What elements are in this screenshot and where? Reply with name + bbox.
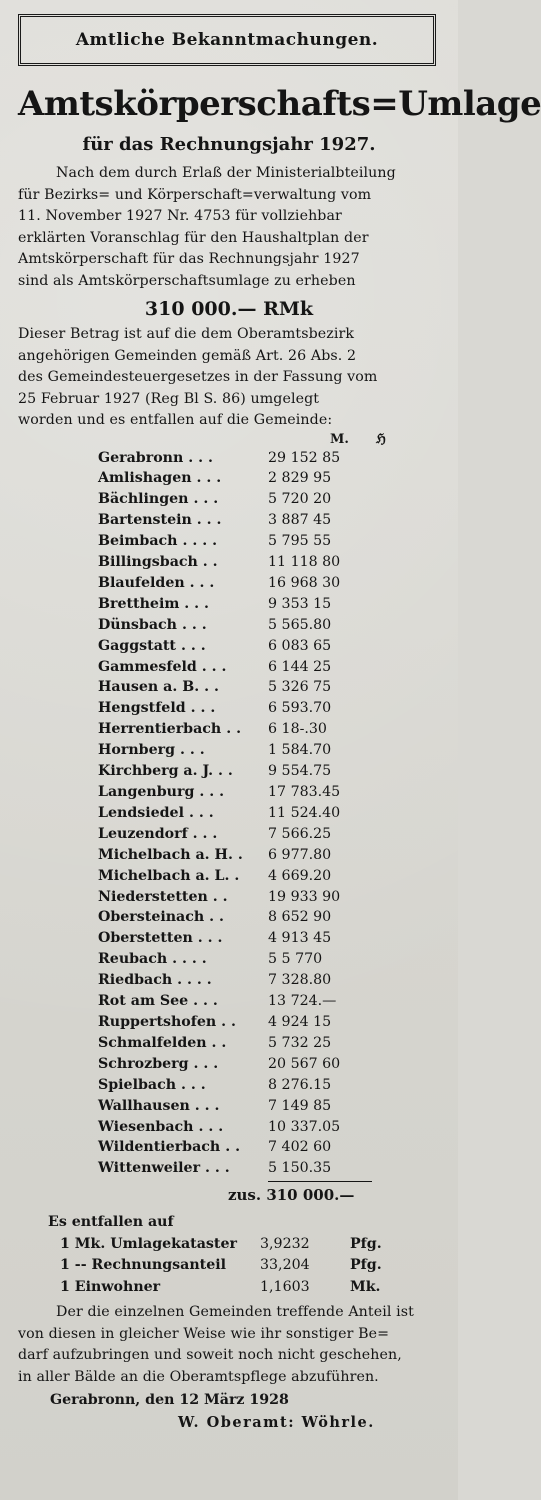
table-row bbox=[98, 448, 388, 469]
gemeinde-name-text: Michelbach a. H. bbox=[98, 846, 233, 863]
table-row bbox=[98, 573, 388, 594]
gemeinde-amount: 20 567 60 bbox=[268, 1055, 341, 1072]
text-line: sind als Amtskörperschaftsumlage zu erheben bbox=[18, 272, 356, 289]
breakdown-row bbox=[60, 1234, 382, 1256]
gemeinde-name bbox=[98, 1033, 268, 1054]
text-line: 25 Februar 1927 (Reg Bl S. 86) umgelegt bbox=[18, 390, 320, 407]
table-row bbox=[98, 970, 388, 991]
section-header-box bbox=[18, 14, 436, 66]
breakdown-table bbox=[60, 1234, 382, 1299]
gemeinde-name bbox=[98, 573, 268, 594]
gemeinde-name-text: Gaggstatt bbox=[98, 637, 176, 654]
gemeinde-name bbox=[98, 510, 268, 531]
text-line: von diesen in gleicher Weise wie ihr sonstiger Be= bbox=[18, 1325, 390, 1342]
table-row bbox=[98, 1158, 388, 1179]
gemeinde-amount: 7 402 60 bbox=[268, 1139, 332, 1156]
gemeinde-name bbox=[98, 866, 268, 887]
leader-dots: . . bbox=[212, 888, 228, 905]
gemeinde-amount: 4 669.20 bbox=[268, 867, 332, 884]
gemeinde-amount: 9 554.75 bbox=[268, 763, 332, 780]
gemeinde-amount: 5 732 25 bbox=[268, 1034, 332, 1051]
table-row bbox=[98, 991, 388, 1012]
gemeinde-name-text: Brettheim bbox=[98, 595, 180, 612]
breakdown-value: 3,9232 bbox=[260, 1235, 310, 1252]
breakdown-value: 1,1603 bbox=[260, 1278, 310, 1295]
gemeinde-amount: 7 328.80 bbox=[268, 972, 332, 989]
table-row bbox=[98, 657, 388, 678]
text-line: erklärten Voranschlag für den Haushaltplan der bbox=[18, 229, 369, 246]
leader-dots: . . . bbox=[180, 637, 206, 654]
leader-dots: . . . bbox=[188, 449, 213, 466]
gemeinde-name bbox=[98, 594, 268, 615]
gemeinde-name bbox=[98, 1096, 268, 1117]
gemeinde-name-text: Riedbach bbox=[98, 972, 173, 989]
gemeinde-name-text: Schmalfelden bbox=[98, 1034, 207, 1051]
leader-dots: . . . bbox=[198, 1118, 224, 1135]
table-row bbox=[98, 552, 388, 573]
leader-dots: . . bbox=[225, 1139, 241, 1156]
gemeinde-amount: 5 150.35 bbox=[268, 1160, 332, 1177]
text-line: in aller Bälde an die Oberamtspflege abzuführen. bbox=[18, 1368, 379, 1385]
gemeinde-name-text: Hornberg bbox=[98, 742, 175, 759]
table-row bbox=[98, 761, 388, 782]
breakdown-unit: Pfg. bbox=[350, 1235, 382, 1252]
gemeinde-name-text: Wallhausen bbox=[98, 1097, 190, 1114]
gemeinde-name bbox=[98, 761, 268, 782]
table-row bbox=[98, 1137, 388, 1158]
gemeinde-name bbox=[98, 907, 268, 928]
text-line: Dieser Betrag ist auf die dem Oberamtsbezirk bbox=[18, 326, 355, 342]
gemeinde-name bbox=[98, 824, 268, 845]
gemeinde-amount: 6 977.80 bbox=[268, 846, 332, 863]
table-row bbox=[98, 949, 388, 970]
leader-dots: . . . bbox=[193, 993, 218, 1010]
leader-dots: . . . bbox=[179, 742, 205, 759]
gemeinde-name-text: Hausen a. B. bbox=[98, 679, 200, 696]
table-row bbox=[98, 1075, 388, 1096]
gemeinde-amount: 19 933 90 bbox=[268, 888, 341, 905]
signature: W. Oberamt: Wöhrle. bbox=[178, 1413, 375, 1431]
table-row bbox=[98, 698, 388, 719]
gemeinde-amount: 6 144 25 bbox=[268, 658, 332, 675]
breakdown-value: 33,204 bbox=[260, 1257, 310, 1274]
leader-dots: . . . bbox=[196, 512, 222, 529]
gemeinde-name bbox=[98, 740, 268, 761]
table-row bbox=[98, 928, 388, 949]
gemeinde-name bbox=[98, 803, 268, 824]
gemeinde-amount: 17 783.45 bbox=[268, 784, 341, 800]
gemeinde-name-text: Leuzendorf bbox=[98, 825, 188, 842]
gemeinde-name-text: Obersteinach bbox=[98, 909, 205, 926]
gemeinde-amount: 7 149 85 bbox=[268, 1097, 332, 1114]
leader-dots: . . bbox=[204, 679, 219, 696]
leader-dots: . . . bbox=[188, 804, 214, 821]
gemeinde-name bbox=[98, 657, 268, 678]
sum-total: zus. 310 000.— bbox=[228, 1186, 355, 1205]
leader-dots: . . bbox=[221, 1013, 236, 1030]
table-row bbox=[98, 677, 388, 698]
total-amount: 310 000.— RMk bbox=[144, 298, 314, 320]
gemeinde-name-text: Schrozberg bbox=[98, 1055, 189, 1072]
table-row bbox=[98, 782, 388, 803]
gemeinde-name-text: Rot am See bbox=[98, 993, 189, 1010]
gemeinde-name-text: Bächlingen bbox=[98, 491, 189, 508]
gemeinde-name-text: Gerabronn bbox=[98, 449, 184, 466]
table-row bbox=[98, 803, 388, 824]
gemeinde-name-text: Blaufelden bbox=[98, 574, 185, 591]
gemeinde-name-text: Hengstfeld bbox=[98, 700, 186, 717]
breakdown-section bbox=[18, 1212, 440, 1298]
leader-dots: . . bbox=[226, 721, 242, 738]
table-row bbox=[98, 489, 388, 510]
leader-dots: . . . bbox=[184, 595, 209, 612]
table-row bbox=[98, 1096, 388, 1117]
gemeinde-name bbox=[98, 1012, 268, 1033]
gemeinde-name-text: Kirchberg a. J. bbox=[98, 763, 214, 780]
gemeinde-name-text: Langenburg bbox=[98, 784, 195, 800]
gemeinde-name bbox=[98, 1117, 268, 1138]
gemeinde-amount: 5 795 55 bbox=[268, 533, 332, 550]
gemeinde-name-text: Wiesenbach bbox=[98, 1118, 194, 1135]
table-row bbox=[98, 636, 388, 657]
gemeinde-name-text: Ruppertshofen bbox=[98, 1013, 217, 1030]
text-line: Amtskörperschaft für das Rechnungsjahr 1927 bbox=[18, 251, 360, 267]
leader-dots: . . . bbox=[181, 1076, 206, 1093]
gemeinde-name bbox=[98, 970, 268, 991]
gemeinde-amount: 5 720 20 bbox=[268, 491, 332, 508]
table-row bbox=[98, 594, 388, 615]
gemeinden-table bbox=[98, 448, 388, 1180]
text-line: Der die einzelnen Gemeinden treffende Anteil ist bbox=[56, 1304, 414, 1321]
gemeinde-amount: 5 565.80 bbox=[268, 616, 332, 633]
table-row bbox=[98, 866, 388, 887]
leader-dots: . . . bbox=[181, 616, 207, 633]
text-line: worden und es entfallen auf die Gemeinde: bbox=[18, 412, 333, 428]
breakdown-label: 1 -- Rechnungsanteil bbox=[60, 1257, 227, 1274]
text-line: darf aufzubringen und soweit noch nicht geschehen, bbox=[18, 1347, 402, 1364]
gemeinde-name-text: Wildentierbach bbox=[98, 1139, 221, 1156]
gemeinde-amount: 16 968 30 bbox=[268, 574, 341, 591]
leader-dots: . . . bbox=[190, 700, 216, 717]
text-line: angehörigen Gemeinden gemäß Art. 26 Abs. 2 bbox=[18, 347, 357, 364]
breakdown-row bbox=[60, 1255, 382, 1277]
gemeinde-name bbox=[98, 448, 268, 469]
gemeinde-name bbox=[98, 552, 268, 573]
gemeinde-name-text: Spielbach bbox=[98, 1076, 177, 1093]
article-title: Amtskörperschafts=Umlage bbox=[18, 84, 541, 124]
intro-paragraph bbox=[18, 163, 440, 292]
gemeinde-name bbox=[98, 991, 268, 1012]
leader-dots: . bbox=[237, 846, 243, 863]
leader-dots: . . . bbox=[199, 784, 225, 800]
leader-dots: . . . bbox=[205, 1160, 230, 1177]
breakdown-label: 1 Einwohner bbox=[60, 1278, 161, 1295]
breakdown-intro: Es entfallen auf bbox=[48, 1214, 174, 1231]
gemeinde-name-text: Herrentierbach bbox=[98, 721, 222, 738]
breakdown-unit: Mk. bbox=[350, 1278, 381, 1295]
gemeinde-amount: 11 118 80 bbox=[268, 554, 341, 571]
gemeinde-name-text: Bartenstein bbox=[98, 512, 192, 529]
column-headers bbox=[18, 432, 440, 448]
gemeinde-amount: 6 593.70 bbox=[268, 700, 332, 717]
table-row bbox=[98, 845, 388, 866]
table-row bbox=[98, 510, 388, 531]
gemeinde-name-text: Dünsbach bbox=[98, 616, 177, 633]
table-row bbox=[98, 719, 388, 740]
gemeinde-amount: 6 083 65 bbox=[268, 637, 332, 654]
leader-dots: . bbox=[234, 867, 240, 884]
gemeinde-name bbox=[98, 1054, 268, 1075]
gemeinde-amount: 5 326 75 bbox=[268, 679, 332, 696]
text-line: des Gemeindesteuergesetzes in der Fassung vom bbox=[18, 369, 378, 385]
gemeinde-name bbox=[98, 1137, 268, 1158]
gemeinde-name bbox=[98, 887, 268, 908]
breakdown-row bbox=[60, 1277, 382, 1299]
breakdown-label: 1 Mk. Umlagekataster bbox=[60, 1235, 237, 1252]
table-row bbox=[98, 1054, 388, 1075]
table-row bbox=[98, 740, 388, 761]
gemeinde-amount: 3 887 45 bbox=[268, 512, 332, 529]
gemeinde-amount: 29 152 85 bbox=[268, 449, 341, 466]
leader-dots: . . . . bbox=[182, 533, 218, 550]
place-date: Gerabronn, den 12 März 1928 bbox=[50, 1392, 289, 1409]
table-row bbox=[98, 1033, 388, 1054]
table-row bbox=[98, 615, 388, 636]
gemeinde-name-text: Michelbach a. L. bbox=[98, 867, 230, 884]
article-subtitle: für das Rechnungsjahr 1927. bbox=[82, 134, 376, 155]
gemeinde-name bbox=[98, 1075, 268, 1096]
gemeinde-amount: 5 5 770 bbox=[268, 951, 323, 968]
text-line: 11. November 1927 Nr. 4753 für vollziehbar bbox=[18, 208, 342, 224]
gemeinde-name-text: Beimbach bbox=[98, 533, 178, 550]
gemeinde-name bbox=[98, 489, 268, 510]
distribution-paragraph bbox=[18, 324, 440, 432]
leader-dots: . . . bbox=[201, 658, 227, 675]
section-header-title: Amtliche Bekanntmachungen. bbox=[75, 30, 379, 50]
gemeinde-amount: 6 18-.30 bbox=[268, 721, 327, 738]
leader-dots: . . . bbox=[197, 930, 223, 947]
gemeinde-amount: 4 924 15 bbox=[268, 1013, 332, 1030]
gemeinde-name-text: Reubach bbox=[98, 951, 168, 968]
gemeinde-name bbox=[98, 677, 268, 698]
gemeinde-name-text: Wittenweiler bbox=[98, 1160, 201, 1177]
gemeinde-amount: 7 566.25 bbox=[268, 825, 332, 842]
gemeinde-amount: 9 353 15 bbox=[268, 595, 332, 612]
gemeinde-name bbox=[98, 1158, 268, 1179]
gemeinde-name bbox=[98, 636, 268, 657]
gemeinde-name-text: Niederstetten bbox=[98, 888, 208, 905]
gemeinde-name bbox=[98, 719, 268, 740]
gemeinde-name bbox=[98, 615, 268, 636]
column-header-mark: M. bbox=[330, 431, 349, 447]
leader-dots: . . bbox=[218, 763, 233, 780]
table-row bbox=[98, 907, 388, 928]
leader-dots: . . . bbox=[189, 574, 215, 591]
gemeinde-amount: 8 652 90 bbox=[268, 909, 332, 926]
gemeinde-amount: 10 337.05 bbox=[268, 1118, 341, 1135]
column-header-pfennig: ℌ bbox=[376, 431, 386, 447]
gemeinde-name-text: Amlishagen bbox=[98, 470, 192, 487]
gemeinde-amount: 2 829 95 bbox=[268, 470, 332, 487]
total-rule bbox=[268, 1181, 372, 1182]
gemeinde-name bbox=[98, 698, 268, 719]
leader-dots: . . . bbox=[194, 1097, 220, 1114]
table-row bbox=[98, 468, 388, 489]
gemeinde-amount: 11 524.40 bbox=[268, 804, 341, 821]
leader-dots: . . . bbox=[196, 470, 222, 487]
leader-dots: . . . bbox=[193, 1055, 219, 1072]
leader-dots: . . . . bbox=[172, 951, 207, 968]
gemeinde-amount: 13 724.— bbox=[268, 993, 337, 1010]
table-row bbox=[98, 1012, 388, 1033]
gemeinde-name bbox=[98, 845, 268, 866]
gemeinde-name bbox=[98, 782, 268, 803]
leader-dots: . . . bbox=[192, 825, 218, 842]
table-row bbox=[98, 531, 388, 552]
leader-dots: . . bbox=[209, 909, 224, 926]
text-line: Nach dem durch Erlaß der Ministerialbteilung bbox=[56, 165, 396, 181]
table-row bbox=[98, 887, 388, 908]
gemeinde-amount: 4 913 45 bbox=[268, 930, 332, 947]
gemeinde-name bbox=[98, 468, 268, 489]
gemeinde-name-text: Lendsiedel bbox=[98, 804, 184, 821]
gemeinde-name-text: Billingsbach bbox=[98, 554, 198, 571]
breakdown-unit: Pfg. bbox=[350, 1257, 382, 1274]
gemeinde-name bbox=[98, 531, 268, 552]
leader-dots: . . bbox=[211, 1034, 227, 1051]
leader-dots: . . . bbox=[193, 491, 219, 508]
table-row bbox=[98, 824, 388, 845]
gemeinde-name bbox=[98, 928, 268, 949]
gemeinde-amount: 8 276.15 bbox=[268, 1076, 332, 1093]
text-line: für Bezirks= und Körperschaft=verwaltung vom bbox=[18, 186, 372, 203]
leader-dots: . . bbox=[202, 554, 218, 571]
gemeinde-name bbox=[98, 949, 268, 970]
leader-dots: . . . . bbox=[177, 972, 212, 989]
table-row bbox=[98, 1117, 388, 1138]
gemeinde-amount: 1 584.70 bbox=[268, 742, 332, 759]
gemeinde-name-text: Oberstetten bbox=[98, 930, 193, 947]
closing-paragraph bbox=[18, 1302, 440, 1388]
gemeinde-name-text: Gammesfeld bbox=[98, 658, 197, 675]
